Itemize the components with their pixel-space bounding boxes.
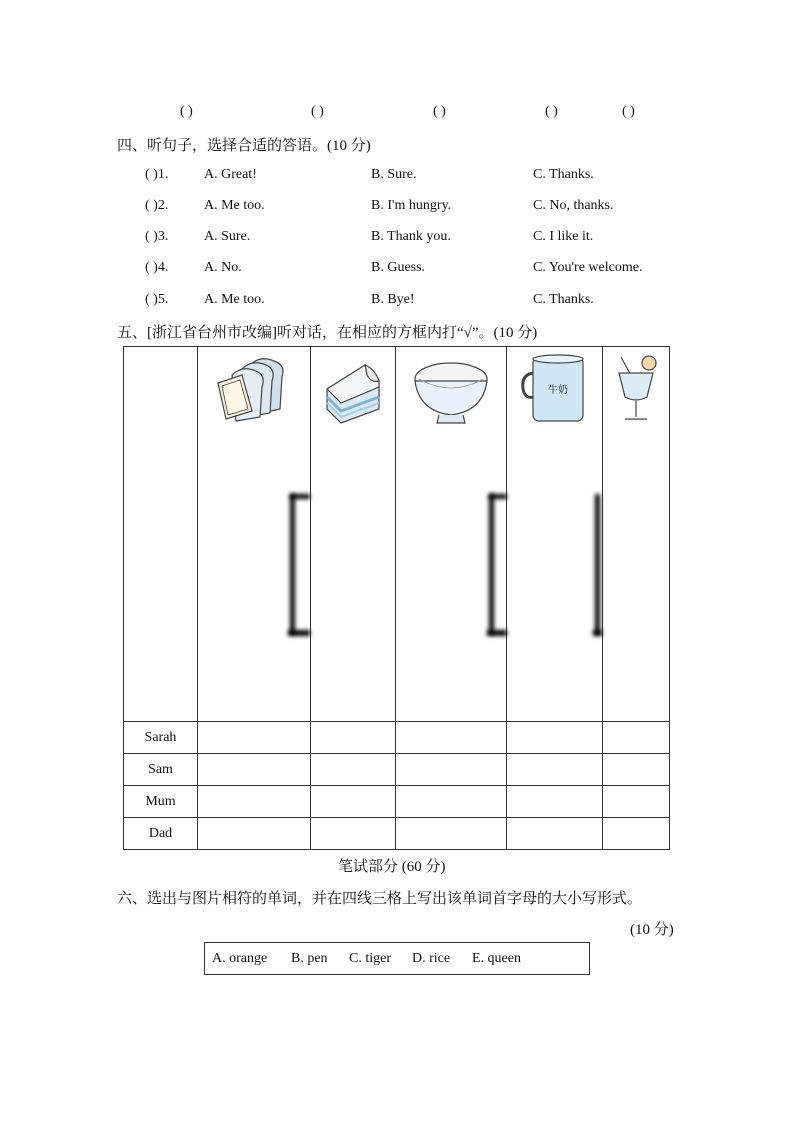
option-c: C. You're welcome.: [533, 260, 643, 275]
section5-title: 五、[浙江省台州市改编]听对话，在相应的方框内打“√”。(10 分): [117, 325, 538, 341]
check-box[interactable]: [396, 722, 507, 754]
question-row-5: [145, 292, 705, 312]
check-box[interactable]: [198, 786, 311, 818]
question-row-2: [145, 198, 705, 218]
answer-bracket-4[interactable]: ( ): [545, 104, 558, 119]
check-box[interactable]: [507, 818, 603, 850]
check-box[interactable]: [603, 786, 670, 818]
check-box[interactable]: [311, 786, 396, 818]
option-c: C. I like it.: [533, 229, 594, 244]
check-box[interactable]: [198, 754, 311, 786]
food-header-cake: [311, 347, 396, 722]
option-a: A. Sure.: [204, 229, 251, 244]
answer-bracket-2[interactable]: ( ): [311, 104, 324, 119]
rice-icon: [409, 353, 493, 425]
check-box[interactable]: [396, 754, 507, 786]
option-a: A. Me too.: [204, 198, 265, 213]
section4-title: 四、听句子，选择合适的答语。(10 分): [117, 138, 371, 154]
check-box[interactable]: [507, 722, 603, 754]
option-a: A. Me too.: [204, 292, 265, 307]
scan-artifact: [489, 494, 507, 499]
option-c: C. Thanks.: [533, 292, 594, 307]
scan-artifact: [489, 494, 494, 634]
scan-artifact: [487, 630, 507, 636]
check-box[interactable]: [603, 754, 670, 786]
food-header-juice: [603, 347, 670, 722]
scan-artifact: [290, 494, 310, 499]
option-b: B. Guess.: [371, 260, 426, 275]
name-cell: Mum: [124, 786, 198, 818]
answer-bracket-3[interactable]: ( ): [433, 104, 446, 119]
answer-bracket-5[interactable]: ( ): [622, 104, 635, 119]
question-row-4: [145, 260, 705, 280]
milk-label: 牛奶: [547, 385, 568, 396]
option-b: B. I'm hungry.: [371, 198, 452, 213]
check-box[interactable]: [396, 786, 507, 818]
section6-title: 六、选出与图片相符的单词，并在四线三格上写出该单词首字母的大小写形式。: [117, 891, 643, 907]
scan-artifact: [593, 630, 602, 636]
check-box[interactable]: [603, 818, 670, 850]
food-header-milk: [507, 347, 603, 722]
word-option: D. rice: [412, 951, 451, 966]
option-a: A. Great!: [204, 167, 257, 182]
food-check-table: [123, 346, 670, 850]
name-cell: Dad: [124, 818, 198, 850]
option-a: A. No.: [204, 260, 242, 275]
check-box[interactable]: [311, 818, 396, 850]
answer-blank[interactable]: ( )1.: [145, 167, 169, 182]
check-box[interactable]: [198, 818, 311, 850]
check-box[interactable]: [198, 722, 311, 754]
milk-icon: [519, 353, 591, 425]
option-c: C. Thanks.: [533, 167, 594, 182]
cake-icon: [321, 353, 385, 425]
section6-score: (10 分): [630, 922, 674, 938]
option-b: B. Bye!: [371, 292, 415, 307]
check-box[interactable]: [507, 754, 603, 786]
written-part-title: 笔试部分 (60 分): [338, 859, 446, 875]
question-row-3: [145, 229, 705, 249]
answer-blank[interactable]: ( )2.: [145, 198, 169, 213]
word-bank: [204, 942, 590, 975]
scan-artifact: [288, 630, 310, 636]
question-row-1: [145, 167, 705, 187]
scan-artifact: [290, 494, 295, 634]
corner-cell: [124, 347, 198, 722]
word-option: B. pen: [291, 951, 328, 966]
check-box[interactable]: [603, 722, 670, 754]
answer-blank[interactable]: ( )3.: [145, 229, 169, 244]
name-cell: Sam: [124, 754, 198, 786]
name-cell: Sarah: [124, 722, 198, 754]
check-box[interactable]: [311, 722, 396, 754]
check-box[interactable]: [396, 818, 507, 850]
check-box[interactable]: [311, 754, 396, 786]
check-box[interactable]: [507, 786, 603, 818]
option-b: B. Thank you.: [371, 229, 451, 244]
bread-icon: [212, 353, 296, 425]
juice-icon: [611, 353, 661, 427]
word-option: A. orange: [212, 951, 268, 966]
word-option: E. queen: [472, 951, 521, 966]
option-c: C. No, thanks.: [533, 198, 614, 213]
answer-blank[interactable]: ( )5.: [145, 292, 169, 307]
answer-bracket-1[interactable]: ( ): [180, 104, 193, 119]
word-option: C. tiger: [349, 951, 391, 966]
answer-blank[interactable]: ( )4.: [145, 260, 169, 275]
option-b: B. Sure.: [371, 167, 417, 182]
scan-artifact: [595, 494, 600, 634]
